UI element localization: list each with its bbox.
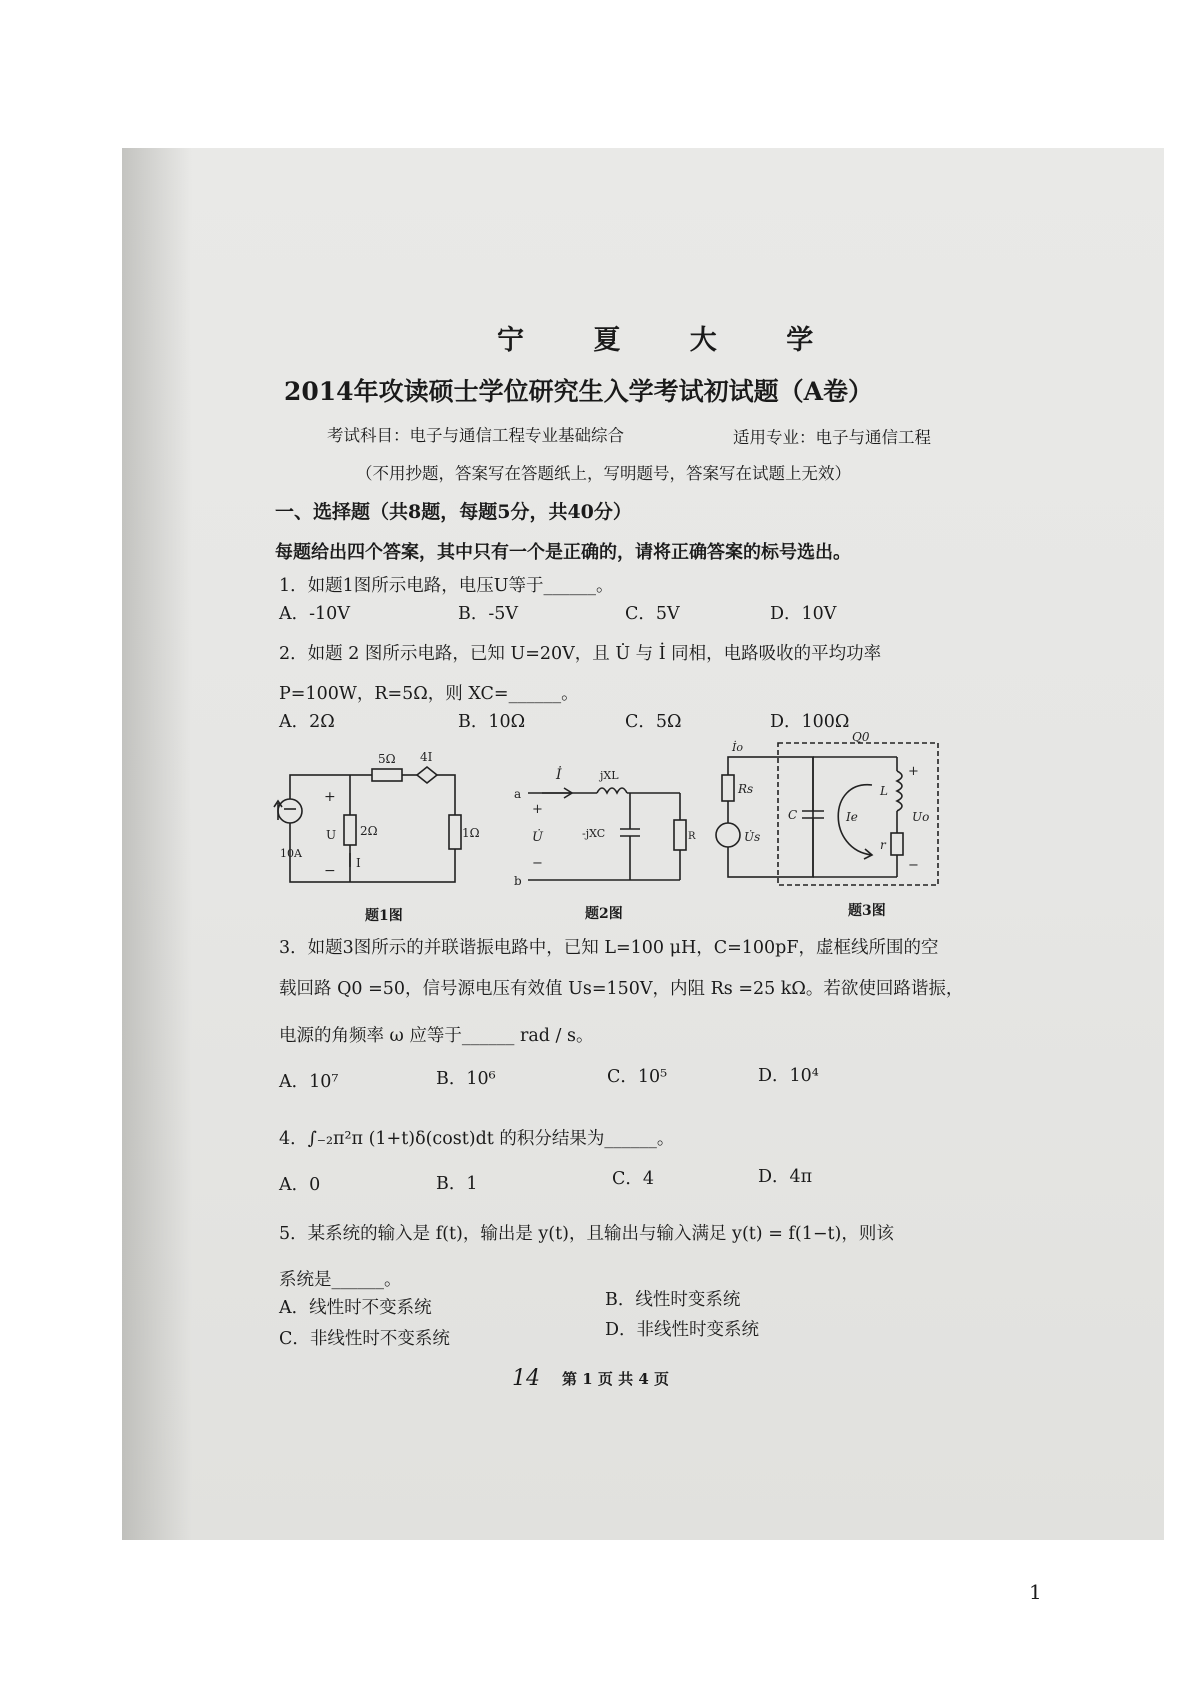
fig3-label-l: L: [880, 784, 888, 798]
question-4-text: 4．∫₋₂π²π (1+t)δ(cost)dt 的积分结果为______。: [279, 1129, 675, 1149]
fig2-resistor: [674, 820, 686, 850]
fig1-label-plus: +: [324, 789, 336, 805]
fig1-resistor-1: [449, 815, 461, 849]
question-4-option-b: B．1: [436, 1174, 478, 1194]
fig1-label-u: U: [326, 828, 337, 842]
question-2-option-c: C．5Ω: [625, 712, 682, 732]
exam-subject: 考试科目：电子与通信工程专业基础综合: [327, 426, 624, 445]
fig2-label-u: U̇: [532, 830, 543, 845]
exam-notice: （不用抄题，答案写在答题纸上，写明题号，答案写在试题上无效）: [356, 464, 851, 483]
fig1-label-minus: −: [324, 863, 336, 879]
question-3-line-2: 载回路 Q0 =50，信号源电压有效值 Us=150V，内阻 Rs =25 kΩ。若欲使回路谐振，: [279, 979, 964, 999]
fig1-label-i: I: [356, 856, 361, 870]
fig1-resistor-2: [344, 815, 356, 845]
page-number: 1: [1029, 1580, 1042, 1604]
fig1-resistor-5: [372, 769, 402, 781]
question-3-option-d: D．10⁴: [758, 1066, 819, 1086]
question-3-option-a: A．10⁷: [279, 1072, 339, 1092]
question-5-option-b: B．线性时变系统: [605, 1290, 741, 1310]
school-name: 宁 夏 大 学: [497, 325, 844, 356]
question-2-option-b: B．10Ω: [458, 712, 526, 732]
question-1-text: 1．如题1图所示电路，电压U等于______。: [279, 576, 614, 596]
figure-3-caption: 题3图: [848, 903, 886, 919]
page-info: 第 1 页 共 4 页: [562, 1370, 669, 1388]
figure-1-caption: 题1图: [365, 908, 403, 924]
question-3-option-c: C．10⁵: [607, 1067, 668, 1087]
question-1-option-c: C．5V: [625, 604, 680, 624]
question-5-option-a: A．线性时不变系统: [279, 1298, 432, 1318]
fig2-label-b: b: [514, 874, 522, 888]
question-3-line-3: 电源的角频率 ω 应等于______ rad / s。: [279, 1026, 594, 1046]
section-title: 一、选择题（共8题，每题5分，共40分）: [275, 501, 632, 523]
question-5-option-d: D．非线性时变系统: [605, 1320, 760, 1340]
fig2-label-xl: jXL: [600, 769, 619, 782]
fig1-dependent-source: [417, 767, 437, 783]
fig1-label-r1: 5Ω: [378, 752, 396, 766]
fig2-label-i: İ: [556, 767, 562, 783]
fig3-voltage-source: [716, 823, 740, 847]
fig2-label-plus: +: [532, 802, 543, 817]
question-4-option-c: C．4: [612, 1169, 655, 1189]
fig3-label-us: U̇s: [744, 830, 761, 844]
fig2-label-xc: -jXC: [582, 827, 606, 840]
question-2-line-1: 2．如题 2 图所示电路，已知 U=20V，且 U̇ 与 İ 同相，电路吸收的平均功率: [279, 644, 882, 664]
fig3-label-minus: −: [908, 858, 919, 873]
photo-shadow: [122, 148, 192, 1540]
fig3-r: [891, 833, 903, 855]
fig3-source-loop: [728, 757, 813, 877]
fig3-label-c: C: [788, 808, 798, 822]
fig2-label-r: R: [688, 831, 696, 842]
question-5-line-2: 系统是______。: [279, 1270, 402, 1290]
fig3-label-r: r: [880, 838, 886, 852]
fig1-label-src: 10A: [280, 847, 302, 860]
fig3-label-plus: +: [908, 764, 919, 779]
question-1-option-d: D．10V: [770, 604, 837, 624]
question-4-option-a: A．0: [279, 1175, 321, 1195]
fig2-label-a: a: [514, 787, 522, 801]
figure-3-circuit: [722, 730, 942, 890]
fig2-label-minus: −: [532, 856, 543, 871]
question-5-option-c: C．非线性时不变系统: [279, 1329, 450, 1349]
exam-title: 2014年攻读硕士学位研究生入学考试初试题（A卷）: [284, 377, 873, 406]
question-1-option-a: A．-10V: [279, 604, 350, 624]
fig1-current-source: [278, 799, 302, 823]
question-2-line-2: P=100W，R=5Ω，则 XC=______。: [279, 684, 579, 704]
fig1-label-r2: 2Ω: [360, 824, 378, 838]
figure-2-circuit: [512, 765, 696, 895]
figure-1-circuit: [272, 745, 480, 915]
question-4-option-d: D．4π: [758, 1167, 813, 1187]
question-5-line-1: 5．某系统的输入是 f(t)，输出是 y(t)，且输出与输入满足 y(t) = f(1−t)，则该: [279, 1224, 894, 1244]
fig3-label-i0: İo: [732, 741, 743, 754]
fig3-label-uo: Uo: [912, 810, 930, 824]
fig3-inductor: [897, 771, 902, 811]
fig3-rs: [722, 775, 734, 801]
fig1-label-r3: 1Ω: [462, 826, 480, 840]
fig3-label-ie: Ie: [846, 810, 858, 824]
question-3-line-1: 3．如题3图所示的并联谐振电路中，已知 L=100 μH，C=100pF，虚框线所围的空: [279, 938, 939, 958]
fig3-label-rs: Rs: [738, 782, 754, 796]
fig3-label-q0: Q0: [852, 730, 870, 744]
exam-major: 适用专业：电子与通信工程: [733, 428, 931, 447]
section-instruction: 每题给出四个答案，其中只有一个是正确的，请将正确答案的标号选出。: [275, 542, 851, 563]
handwritten-number: 14: [512, 1366, 540, 1391]
question-2-option-a: A．2Ω: [279, 712, 335, 732]
question-2-option-d: D．100Ω: [770, 712, 850, 732]
fig1-label-dep: 4I: [420, 750, 433, 764]
fig2-inductor: [597, 788, 627, 793]
question-3-option-b: B．10⁶: [436, 1069, 496, 1089]
question-1-option-b: B．-5V: [458, 604, 519, 624]
figure-2-caption: 题2图: [585, 906, 623, 922]
